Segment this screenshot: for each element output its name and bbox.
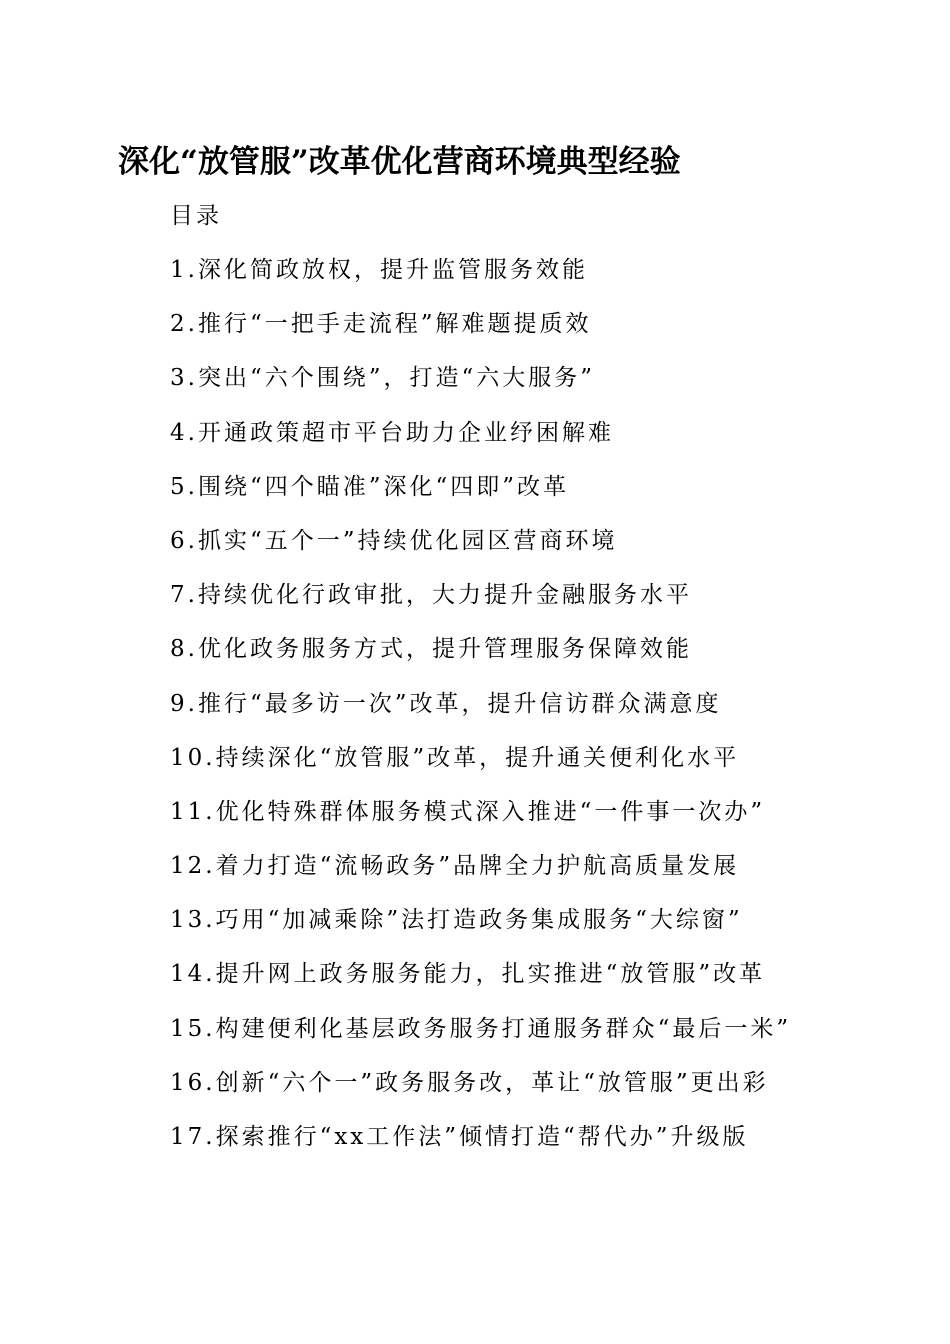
toc-item: 3.突出“六个围绕”，打造“六大服务” [170, 365, 595, 392]
toc-item: 11.优化特殊群体服务模式深入推进“一件事一次办” [170, 798, 766, 825]
toc-item: 15.构建便利化基层政务服务打通服务群众“最后一米” [170, 1015, 792, 1042]
toc-item: 14.提升网上政务服务能力，扎实推进“放管服”改革 [170, 961, 766, 988]
toc-item: 12.着力打造“流畅政务”品牌全力护航高质量发展 [170, 853, 740, 880]
toc-item: 17.探索推行“xx工作法”倾情打造“帮代办”升级版 [170, 1124, 749, 1150]
document-title: 深化“放管服”改革优化营商环境典型经验 [118, 144, 681, 180]
toc-item: 4.开通政策超市平台助力企业纾困解难 [170, 419, 614, 446]
toc-item: 10.持续深化“放管服”改革，提升通关便利化水平 [170, 744, 740, 771]
toc-heading: 目录 [170, 203, 222, 229]
toc-item: 9.推行“最多访一次”改革，提升信访群众满意度 [170, 690, 722, 717]
toc-item: 13.巧用“加减乘除”法打造政务集成服务“大综窗” [170, 907, 743, 934]
toc-item: 5.围绕“四个瞄准”深化“四即”改革 [170, 473, 569, 500]
toc-item: 2.推行“一把手走流程”解难题提质效 [170, 311, 592, 338]
table-of-contents [170, 198, 791, 1173]
toc-item: 8.优化政务服务方式，提升管理服务保障效能 [170, 636, 692, 663]
toc-item: 1.深化简政放权，提升监管服务效能 [170, 257, 588, 283]
toc-item: 7.持续优化行政审批，大力提升金融服务水平 [170, 582, 692, 609]
toc-item: 16.创新“六个一”政务服务改，革让“放管服”更出彩 [170, 1069, 769, 1096]
toc-item: 6.抓实“五个一”持续优化园区营商环境 [170, 527, 618, 554]
